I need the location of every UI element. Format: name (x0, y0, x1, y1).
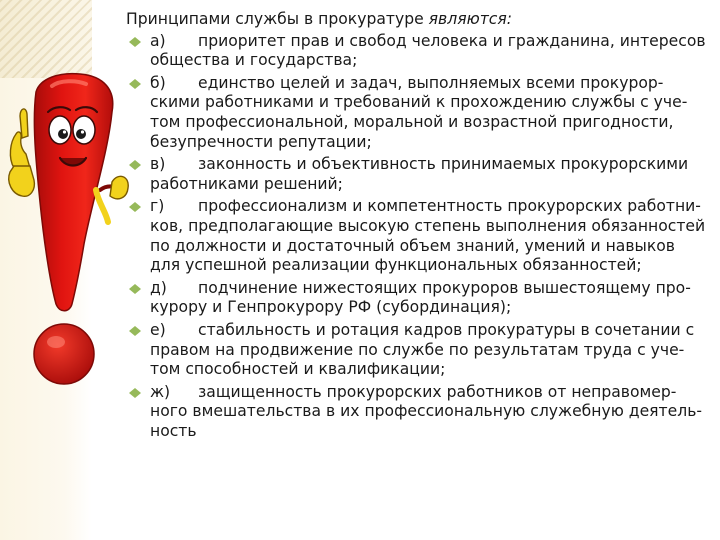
slide-title (126, 10, 708, 30)
diamond-bullet-icon (128, 159, 142, 171)
title-emphasis: являются: (428, 10, 512, 28)
item-marker: г) (150, 197, 165, 216)
diamond-bullet-icon (128, 283, 142, 295)
item-text: законность и объективность принимаемых прокурорскими работниками решений; (150, 155, 689, 193)
list-item (126, 279, 708, 318)
item-text: единство целей и задач, выполняемых всеми прокурор-скими работниками и требований к прохождению службы с уче-том профессиональной, моральной и возрастной пригодности, безупречности репутации; (150, 73, 688, 151)
exclamation-mark-mascot (0, 72, 132, 388)
item-marker: ж) (150, 382, 171, 401)
pointing-hand-icon (96, 176, 128, 222)
item-marker: а) (150, 31, 166, 50)
list-item (126, 155, 708, 194)
list-item (126, 32, 708, 71)
diamond-bullet-icon (128, 78, 142, 90)
item-marker: е) (150, 320, 166, 339)
exclamation-dot (34, 324, 94, 384)
item-text: профессионализм и компетентность прокурорских работни-ков, предполагающие высокую степень выполнения обязанностей по должности и достаточный объем знаний, умений и навыков для успешной реализации функциональных обязанностей; (150, 197, 706, 275)
list-item (126, 383, 708, 442)
item-text: приоритет прав и свобод человека и гражданина, интересов общества и государства; (150, 31, 706, 70)
diamond-bullet-icon (128, 387, 142, 399)
corner-pattern (0, 0, 92, 78)
diamond-bullet-icon (128, 325, 142, 337)
item-marker: д) (150, 278, 167, 297)
item-marker: б) (150, 73, 166, 92)
item-text: стабильность и ротация кадров прокуратуры в сочетании с правом на продвижение по службе по результатам труда с уче-том способностей и квалификации; (150, 320, 695, 379)
item-text: защищенность прокурорских работников от неправомер-ного вмешательства в их профессиональную служебную деятель-ность (150, 382, 703, 440)
list-item (126, 74, 708, 152)
list-item (126, 321, 708, 380)
title-prefix: Принципами службы в прокуратуре (126, 10, 429, 28)
item-text: подчинение нижестоящих прокуроров вышестоящему про-курору и Генпрокурору РФ (субординация); (150, 278, 691, 317)
raised-hand-icon (9, 109, 35, 196)
item-marker: в) (150, 155, 166, 174)
diamond-bullet-icon (128, 201, 142, 213)
list-item (126, 197, 708, 275)
principles-list (126, 32, 708, 442)
diamond-bullet-icon (128, 36, 142, 48)
principles-text-block (126, 10, 708, 444)
